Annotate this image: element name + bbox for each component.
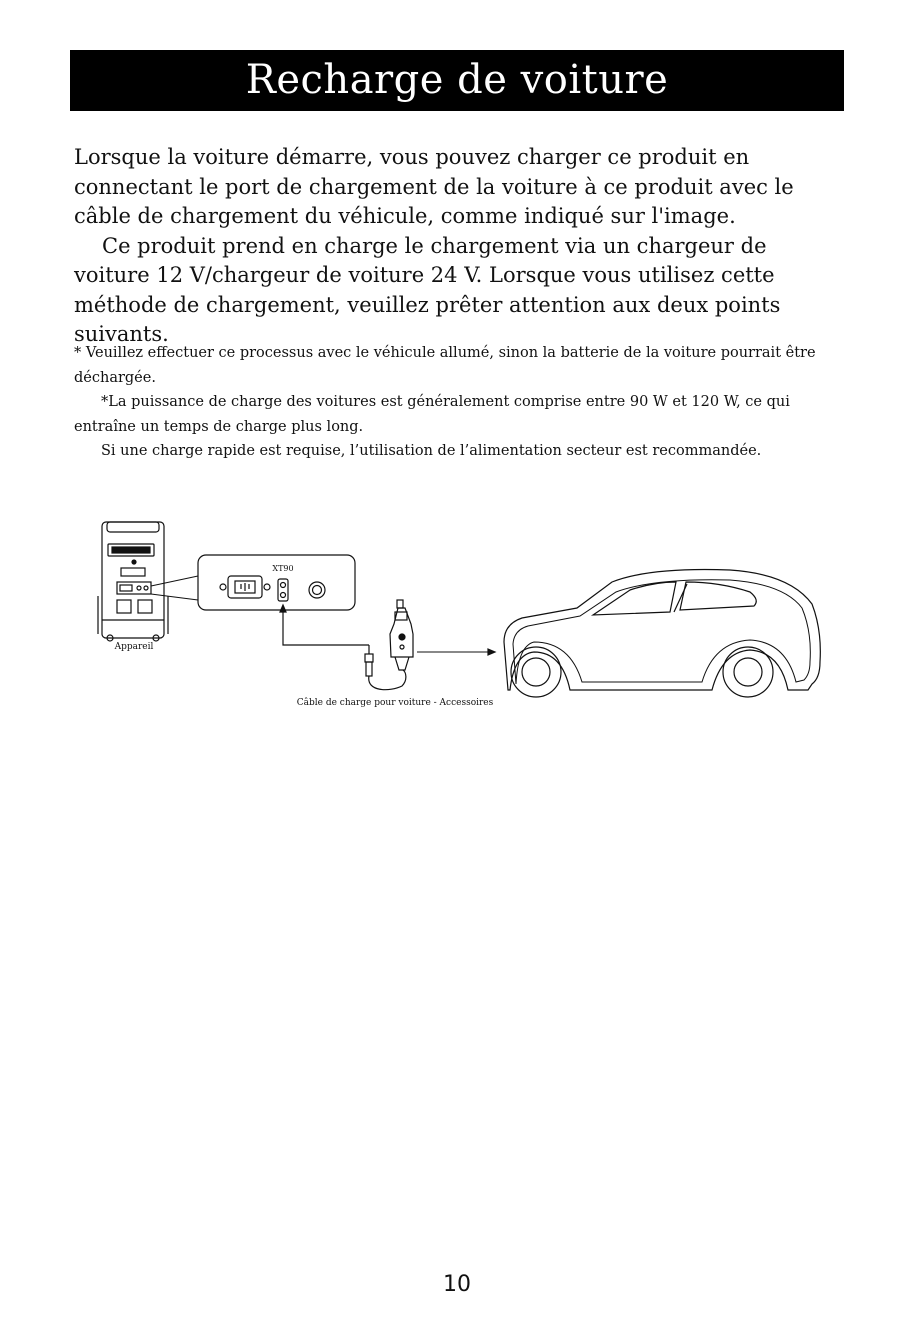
car-charger-cable-icon bbox=[365, 600, 413, 690]
intro-paragraph-1: Lorsque la voiture démarre, vous pouvez charger ce produit en connectant le port de chargement de la voiture à ce produit avec le câble de chargement du véhicule, comme indiqué sur l'image. bbox=[74, 145, 794, 228]
page-number: 10 bbox=[443, 1272, 471, 1297]
page-title: Recharge de voiture bbox=[245, 57, 669, 103]
car-icon bbox=[504, 570, 820, 698]
diagram-svg bbox=[90, 512, 830, 712]
connector-arrow bbox=[280, 605, 369, 654]
device-label: Appareil bbox=[114, 642, 154, 652]
power-station-icon bbox=[98, 522, 168, 641]
intro-text bbox=[74, 143, 844, 350]
note-1: * Veuillez effectuer ce processus avec le véhicule allumé, sinon la batterie de la voiture pourrait être déchargée. bbox=[74, 345, 816, 386]
car-charging-diagram bbox=[90, 512, 830, 716]
notes-section bbox=[74, 341, 844, 464]
page-title-bar bbox=[70, 50, 844, 111]
note-2: *La puissance de charge des voitures est généralement comprise entre 90 W et 120 W, ce qui entraîne un temps de charge plus long. bbox=[74, 394, 790, 435]
cable-label: Câble de charge pour voiture - Accessoires bbox=[296, 698, 494, 708]
note-3: Si une charge rapide est requise, l’utilisation de l’alimentation secteur est recommandée. bbox=[101, 443, 762, 459]
intro-paragraph-2: Ce produit prend en charge le chargement via un chargeur de voiture 12 V/chargeur de voiture 24 V. Lorsque vous utilisez cette méthode de chargement, veuillez prêter attention aux deux points suivants. bbox=[74, 233, 781, 346]
xt90-label: XT90 bbox=[272, 564, 294, 573]
